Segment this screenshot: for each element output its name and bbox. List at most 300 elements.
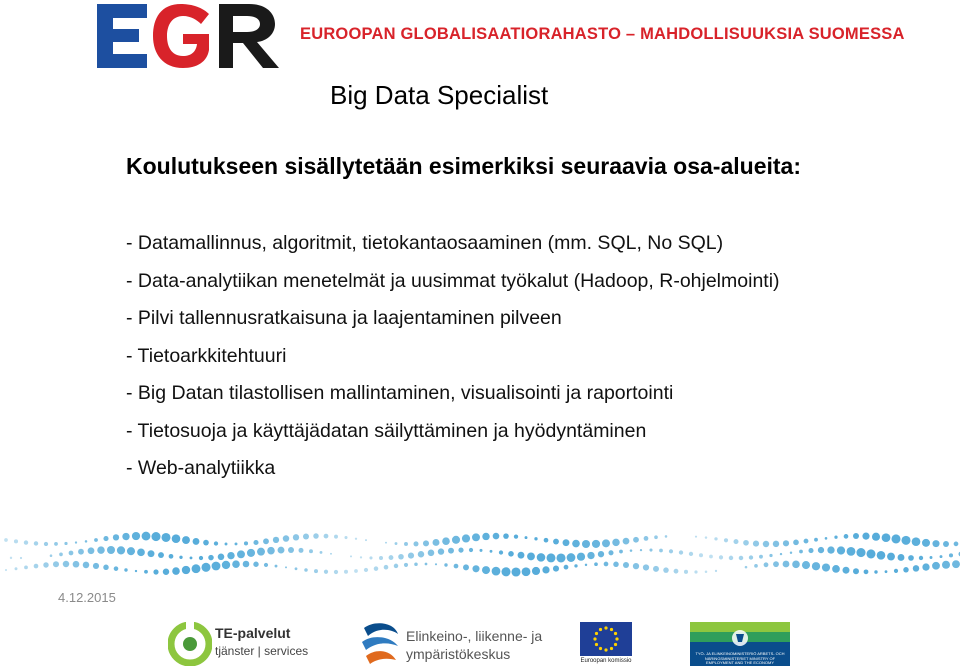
decorative-dot	[442, 537, 450, 545]
decorative-dot	[763, 541, 769, 547]
eu-star-icon	[610, 647, 613, 650]
eu-star-icon	[614, 643, 617, 646]
decorative-dot	[942, 561, 950, 569]
decorative-dot	[492, 567, 501, 576]
decorative-dot	[913, 565, 920, 572]
decorative-dot	[783, 540, 789, 546]
decorative-dot	[330, 553, 332, 555]
decorative-dot	[334, 570, 338, 574]
decorative-dot	[619, 550, 623, 554]
decorative-dot	[418, 551, 424, 557]
decorative-dot	[355, 538, 357, 540]
decorative-dot	[169, 554, 174, 559]
decorative-dot	[577, 553, 585, 561]
decorative-dot	[444, 563, 447, 566]
decorative-dot	[837, 546, 845, 554]
decorative-dot	[912, 537, 921, 546]
ely-icon	[360, 620, 402, 666]
list-item: - Pilvi tallennusratkaisuna ja laajentaminen pilveen	[126, 307, 562, 329]
decorative-dot	[724, 538, 728, 542]
decorative-dot	[408, 553, 414, 559]
decorative-dot	[814, 538, 818, 542]
te-palvelut-logo	[168, 622, 316, 666]
decorative-dot	[193, 538, 200, 545]
decorative-dot	[834, 536, 837, 539]
decorative-dot	[264, 563, 268, 567]
decorative-dot	[374, 566, 379, 571]
decorative-dot	[218, 554, 225, 561]
decorative-dot	[694, 570, 697, 573]
decorative-dot	[587, 552, 594, 559]
decorative-dot	[394, 564, 399, 569]
eu-star-icon	[595, 632, 598, 635]
tem-caption: TYÖ- JA ELINKEINOMINISTERIÖ ARBETS- OCH NÄRINGSMINISTERIET MINISTRY OF EMPLOYMENT AND THE ECONOMY	[695, 651, 785, 665]
decorative-dot	[34, 541, 38, 545]
decorative-dot	[278, 547, 285, 554]
decorative-dot	[705, 536, 707, 538]
decorative-dot	[113, 534, 119, 540]
decorative-dot	[172, 534, 181, 543]
decorative-dot	[135, 570, 137, 572]
te-title: TE-palvelut	[215, 625, 291, 641]
decorative-dot	[64, 542, 67, 545]
decorative-dot	[93, 563, 99, 569]
decorative-dot	[567, 553, 576, 562]
eu-star-icon	[599, 647, 602, 650]
ely-logo	[360, 620, 543, 666]
decorative-dot	[144, 570, 148, 574]
decorative-dot	[790, 551, 792, 553]
decorative-dot	[663, 567, 669, 573]
decorative-dot	[153, 569, 158, 574]
decorative-dot	[669, 549, 673, 553]
decorative-dot	[117, 546, 125, 554]
eu-star-icon	[595, 643, 598, 646]
decorative-dot	[208, 555, 214, 561]
decorative-dot	[572, 540, 580, 548]
decorative-dot	[414, 562, 418, 566]
decorative-dot	[862, 533, 869, 540]
decorative-dot	[954, 542, 959, 547]
te-palvelut-icon	[168, 622, 212, 666]
decorative-dot	[237, 550, 245, 558]
decorative-dot	[364, 568, 368, 572]
eu-flag-icon	[580, 622, 632, 656]
decorative-dot	[244, 541, 248, 545]
decorative-dot	[44, 542, 48, 546]
decorative-dot	[901, 536, 910, 545]
decorative-dot	[320, 551, 323, 554]
decorative-dot	[172, 567, 180, 575]
decorative-dot	[472, 533, 480, 541]
decorative-dot	[844, 534, 849, 539]
decorative-dot	[773, 541, 779, 547]
decorative-dot	[344, 570, 348, 574]
decorative-dot	[314, 569, 318, 573]
decorative-dot	[365, 539, 367, 541]
decorative-dot	[344, 536, 347, 539]
decorative-dot	[872, 533, 880, 541]
decorative-dot	[827, 546, 834, 553]
decorative-dot	[705, 570, 708, 573]
decorative-dot	[544, 538, 549, 543]
decorative-dot	[122, 533, 129, 540]
decorative-dot	[525, 536, 528, 539]
list-item: - Datamallinnus, algoritmit, tietokantaosaaminen (mm. SQL, No SQL)	[126, 232, 724, 254]
decorative-dot	[227, 552, 234, 559]
decorative-dot	[630, 549, 633, 552]
decorative-dot	[894, 569, 898, 573]
decorative-dot	[699, 553, 703, 557]
decorative-dot	[203, 540, 209, 546]
decorative-dot	[743, 540, 749, 546]
decorative-dot	[574, 564, 577, 567]
decorative-dot	[253, 562, 258, 567]
te-subtitle: tjänster | services	[215, 644, 309, 658]
decorative-dot	[608, 550, 613, 555]
decorative-dot	[527, 553, 535, 561]
decorative-dot	[922, 539, 930, 547]
decorative-dot	[267, 547, 275, 555]
ely-name-line2: ympäristökeskus	[406, 646, 511, 662]
list-item: - Big Datan tilastollisen mallintaminen, visualisointi ja raportointi	[126, 382, 674, 404]
decorative-dot	[783, 561, 790, 568]
decorative-dot	[354, 569, 358, 573]
decorative-dot	[932, 540, 939, 547]
decorative-dot	[243, 561, 250, 568]
decorative-dot	[192, 564, 201, 573]
decorative-dot	[780, 553, 782, 555]
decorative-dot	[222, 561, 230, 569]
decorative-dot	[304, 568, 308, 572]
decorative-dot	[753, 541, 759, 547]
decorative-dot	[73, 561, 80, 568]
decorative-dot	[285, 566, 287, 568]
decorative-dot	[201, 563, 210, 572]
decorative-dot	[640, 549, 642, 551]
decorative-dot	[563, 539, 570, 546]
decorative-dot	[438, 548, 444, 554]
decorative-dot	[604, 562, 609, 567]
decorative-dot	[469, 548, 473, 552]
decorative-dot	[679, 550, 683, 554]
decorative-dot	[654, 535, 658, 539]
decorative-dot	[547, 553, 556, 562]
decorative-dot	[225, 543, 228, 546]
decorative-dot	[623, 562, 629, 568]
decorative-dot	[452, 536, 460, 544]
decorative-dot	[43, 562, 48, 567]
decorative-dot	[564, 565, 569, 570]
eu-star-icon	[604, 626, 607, 629]
decorative-dot	[644, 536, 649, 541]
decorative-dot	[458, 548, 463, 553]
decorative-dot	[78, 549, 84, 555]
decorative-dot	[649, 548, 652, 551]
decorative-dot	[253, 540, 258, 545]
decorative-dot	[843, 567, 850, 574]
decorative-dot	[257, 548, 265, 556]
decorative-dot	[493, 533, 500, 540]
decorative-dot	[428, 550, 435, 557]
decorative-dot	[898, 554, 905, 561]
decorative-dot	[214, 541, 218, 545]
decorative-dot	[50, 554, 53, 557]
decorative-dot	[334, 535, 338, 539]
decorative-dot	[462, 534, 470, 542]
decorative-dot	[179, 556, 182, 559]
list-item: - Tietoarkkitehtuuri	[126, 344, 287, 367]
decorative-dot	[324, 534, 329, 539]
decorative-dot	[404, 563, 408, 567]
decorative-dot	[922, 563, 929, 570]
decorative-dot	[132, 532, 140, 540]
decorative-dot	[124, 568, 127, 571]
decorative-dot	[719, 555, 723, 559]
decorative-dot	[882, 533, 891, 542]
decorative-dot	[212, 562, 221, 571]
decorative-dot	[818, 547, 824, 553]
decorative-dot	[866, 549, 875, 558]
decorative-dot	[514, 534, 518, 538]
decorative-dot	[952, 560, 960, 568]
decorative-dot	[930, 556, 933, 559]
ely-name-line1: Elinkeino-, liikenne- ja	[406, 628, 543, 644]
decorative-dot	[127, 547, 135, 555]
decorative-dot	[63, 561, 69, 567]
decorative-dot	[454, 564, 459, 569]
decorative-dot	[511, 567, 520, 576]
decorative-dot	[4, 538, 8, 542]
slide-title: Big Data Specialist	[330, 80, 549, 110]
decorative-dots	[0, 528, 960, 584]
decorative-dot	[472, 565, 479, 572]
decorative-dot	[825, 537, 828, 540]
decorative-dot	[792, 561, 800, 569]
decorative-dot	[107, 546, 115, 554]
decorative-dot	[88, 547, 95, 554]
eu-flag-logo	[580, 622, 632, 666]
decorative-dot	[295, 567, 298, 570]
decorative-dot	[598, 551, 604, 557]
decorative-dot	[385, 542, 387, 544]
decorative-dot	[832, 565, 840, 573]
decorative-dot	[553, 566, 559, 572]
decorative-dot	[518, 552, 525, 559]
decorative-dot	[853, 533, 859, 539]
decorative-dot	[793, 540, 799, 546]
decorative-dot	[283, 535, 289, 541]
decorative-dot	[749, 555, 753, 559]
decorative-dot	[674, 569, 679, 574]
decorative-dot	[24, 565, 28, 569]
decorative-dot	[490, 550, 493, 553]
decorative-dot	[404, 542, 408, 546]
eu-star-icon	[614, 632, 617, 635]
decorative-dot	[313, 533, 318, 538]
decorative-dot	[919, 556, 923, 560]
decorative-dot	[532, 567, 540, 575]
decorative-dot	[594, 562, 598, 566]
decorative-dot	[877, 551, 886, 560]
eu-star-icon	[604, 648, 607, 651]
decorative-dot	[142, 532, 151, 541]
decorative-dot	[263, 538, 269, 544]
decorative-dot	[14, 539, 18, 543]
decorative-dot	[799, 550, 803, 554]
decorative-dot	[689, 552, 693, 556]
decorative-dot	[522, 567, 531, 576]
decorative-dot	[151, 532, 160, 541]
decorative-dot	[822, 563, 830, 571]
decorative-dot	[949, 553, 953, 557]
decorative-dot	[659, 549, 663, 553]
decorative-dot	[553, 539, 559, 545]
decorative-dot	[5, 569, 7, 571]
decorative-dot	[247, 549, 255, 557]
decorative-dot	[556, 553, 565, 562]
decorative-dot	[398, 554, 404, 560]
decorative-dot	[802, 561, 810, 569]
decorative-dot	[764, 562, 769, 567]
decorative-dot	[350, 555, 352, 557]
decorative-dot	[163, 569, 169, 575]
eu-star-icon	[615, 637, 618, 640]
eu-caption: Euroopan komissio	[580, 658, 632, 664]
decorative-dot	[773, 561, 779, 567]
eu-star-icon	[593, 637, 596, 640]
decorative-dot	[908, 555, 914, 561]
decorative-dot	[592, 540, 600, 548]
decorative-dot	[534, 537, 537, 540]
decorative-dot	[643, 564, 649, 570]
decorative-dot	[853, 568, 859, 574]
decorative-dot	[633, 537, 639, 543]
decorative-dot	[804, 539, 809, 544]
decorative-dot	[299, 548, 304, 553]
decorative-dot	[864, 569, 869, 574]
decorative-dot	[59, 553, 63, 557]
decorative-dot	[940, 555, 943, 558]
eu-star-icon	[610, 628, 613, 631]
decorative-dot	[10, 557, 12, 559]
list-item: - Tietosuoja ja käyttäjädatan säilyttäminen ja hyödyntäminen	[126, 419, 647, 442]
decorative-dot	[15, 567, 18, 570]
decorative-dot	[501, 567, 510, 576]
list-item: - Data-analytiikan menetelmät ja uusimmat työkalut (Hadoop, R-ohjelmointi)	[126, 269, 780, 292]
decorative-dot	[182, 566, 190, 574]
decorative-dot	[148, 550, 155, 557]
tem-logo	[690, 622, 790, 666]
decorative-dot	[874, 570, 877, 573]
decorative-dot	[97, 546, 105, 554]
decorative-dot	[856, 548, 865, 557]
decorative-dot	[34, 564, 39, 569]
decorative-dot	[83, 562, 90, 569]
decorative-dot	[715, 570, 717, 572]
decorative-dot	[585, 564, 587, 566]
decorative-dot	[425, 563, 428, 566]
decorative-dot	[891, 534, 900, 543]
decorative-dot	[309, 549, 313, 553]
decorative-dot	[384, 565, 389, 570]
decorative-dot	[903, 567, 908, 572]
decorative-dot	[199, 556, 203, 560]
decorative-dot	[324, 570, 328, 574]
decorative-dot	[433, 539, 440, 546]
decorative-dot	[162, 533, 171, 542]
decorative-dot	[847, 547, 856, 556]
decorative-dot	[293, 534, 299, 540]
decorative-dot	[379, 556, 383, 560]
decorative-dot	[53, 561, 59, 567]
decorative-dot	[508, 551, 514, 557]
decorative-dot	[85, 540, 88, 543]
decorative-dot	[235, 542, 238, 545]
decorative-dot	[103, 536, 108, 541]
decorative-dot	[769, 554, 772, 557]
decorative-dot	[114, 566, 119, 571]
eu-star-icon	[599, 628, 602, 631]
decorative-dot	[94, 538, 98, 542]
decorative-dot	[633, 563, 639, 569]
decorative-dot	[24, 540, 28, 544]
decorative-dot	[943, 541, 949, 547]
slide-date: 4.12.2015	[58, 590, 116, 605]
decorative-dot	[288, 547, 294, 553]
decorative-dot	[885, 570, 888, 573]
decorative-dot	[759, 555, 763, 559]
decorative-dot	[808, 548, 813, 553]
decorative-dot	[739, 556, 744, 561]
decorative-dot	[395, 542, 398, 545]
decorative-dot	[435, 563, 437, 565]
decorative-dot	[542, 566, 549, 573]
decorative-dot	[360, 556, 362, 558]
decorative-dot	[695, 536, 697, 538]
decorative-dot	[275, 565, 278, 568]
decorative-dot	[745, 566, 748, 569]
decorative-dot	[369, 556, 372, 559]
decorative-dot	[479, 549, 482, 552]
decorative-dot	[273, 537, 279, 543]
decorative-dot	[482, 566, 490, 574]
decorative-dot	[389, 555, 394, 560]
decorative-dot	[103, 565, 108, 570]
decorative-dot	[158, 552, 164, 558]
topic-list	[126, 230, 780, 493]
decorative-dot	[137, 548, 145, 556]
egr-tagline: EUROOPAN GLOBALISAATIORAHASTO – MAHDOLLISUUKSIA SUOMESSA	[300, 25, 905, 43]
decorative-dot	[182, 536, 190, 544]
slide-subtitle: Koulutukseen sisällytetään esimerkiksi seuraavia osa-alueita:	[126, 153, 801, 179]
decorative-dot	[729, 556, 733, 560]
decorative-dot	[20, 557, 22, 559]
decorative-dot	[413, 541, 418, 546]
decorative-dot	[448, 548, 454, 554]
decorative-dot	[499, 550, 503, 554]
decorative-dot	[709, 555, 713, 559]
decorative-dot	[653, 566, 659, 572]
decorative-dot	[734, 539, 739, 544]
decorative-dot	[582, 540, 590, 548]
decorative-dot	[602, 539, 610, 547]
decorative-dot	[190, 556, 193, 559]
decorative-dot	[613, 562, 619, 568]
decorative-dot	[932, 562, 940, 570]
decorative-dot	[665, 535, 668, 538]
list-item: - Web-analytiikka	[126, 457, 276, 479]
